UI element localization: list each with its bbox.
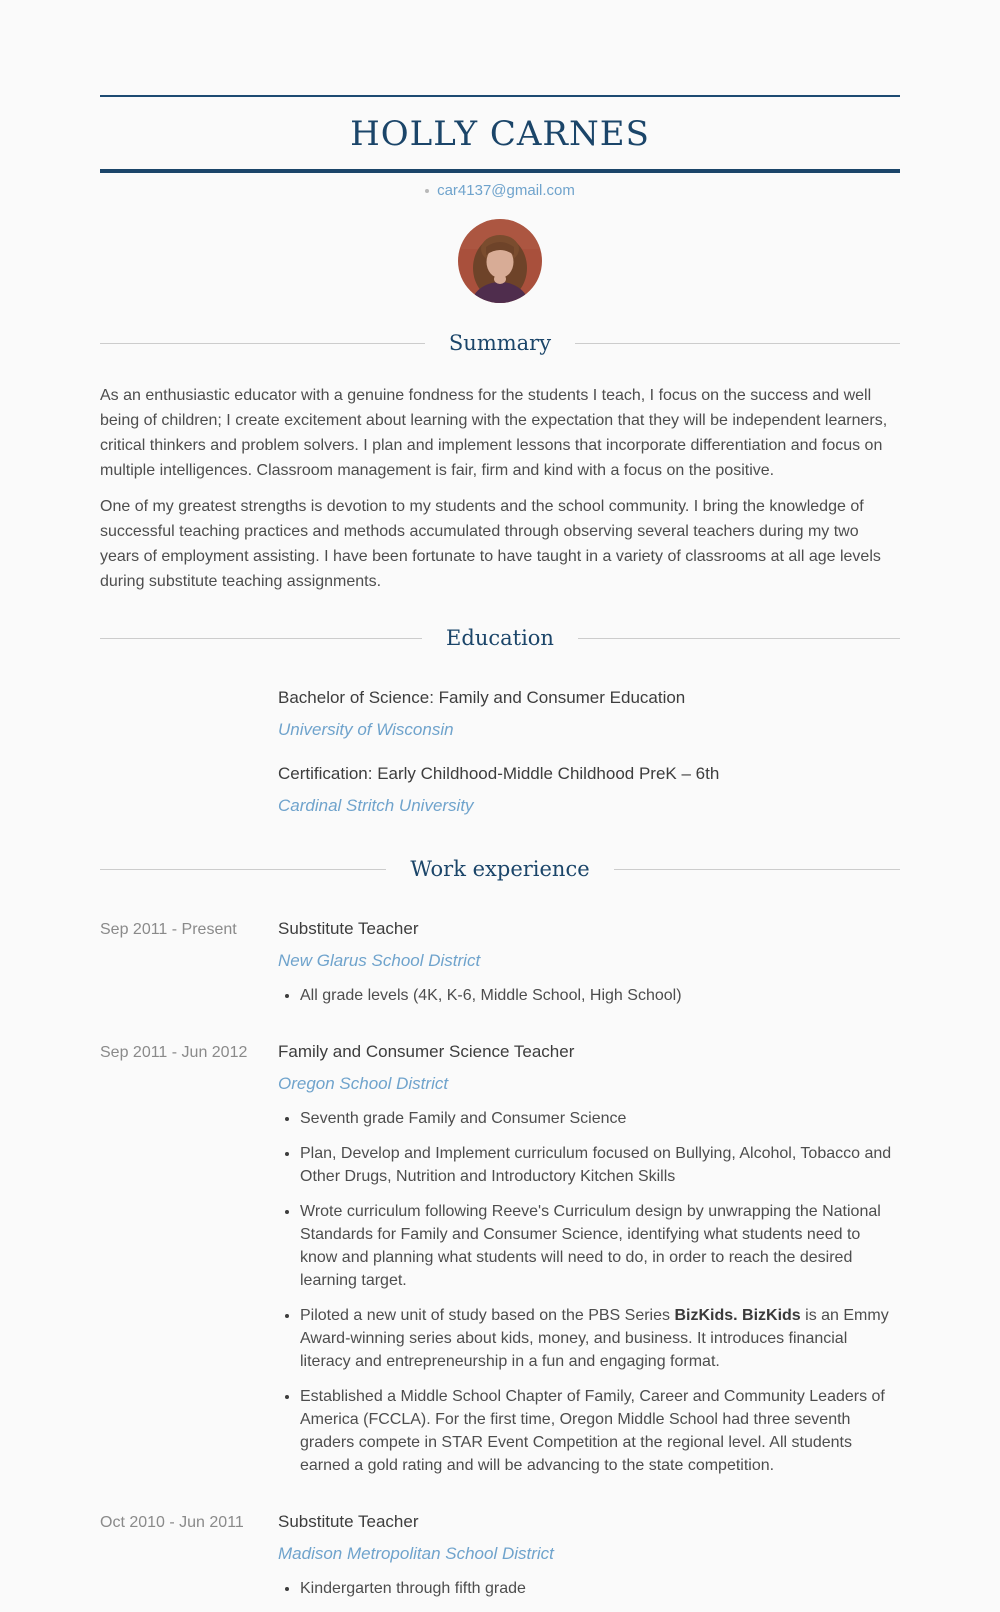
bullet-item: [300, 1142, 900, 1188]
header-rule-right: [575, 343, 900, 344]
education-entry: [278, 686, 900, 741]
bullet-list: [278, 1107, 900, 1477]
degree-title: Certification: Early Childhood-Middle Childhood PreK – 6th: [278, 764, 720, 783]
bold-text: BizKids. BizKids: [674, 1307, 801, 1324]
header-rule-right: [614, 869, 900, 870]
summary-paragraph: As an enthusiastic educator with a genuine fondness for the students I teach, I focus on the success and well being of children; I create excitement about learning with the expectation that they will be independent learners, critical thinkers and problem solvers. I plan and implement lessons that incorporate differentiation and focus on multiple intelligences. Classroom management is fair, firm and kind with a focus on the positive.: [100, 387, 888, 479]
work-section-header: [100, 855, 900, 883]
work-entry: [100, 917, 900, 1019]
job-title: Substitute Teacher: [278, 919, 419, 938]
bullet-item: [300, 984, 900, 1007]
work-title: Work experience: [410, 857, 590, 881]
profile-photo: [458, 219, 542, 303]
summary-section-header: [100, 329, 900, 357]
education-section-header: [100, 624, 900, 652]
bullet-text: Established a Middle School Chapter of Family, Career and Community Leaders of America (FCCLA). For the first time, Oregon Middle School had three seventh graders compete in STAR Event Competition at the regional level. All students earned a gold rating and will be advancing to the state competition.: [300, 1388, 885, 1474]
education-entry: [278, 762, 900, 817]
profile-photo-wrap: [100, 219, 900, 303]
company-name: New Glarus School District: [278, 951, 481, 970]
date-range: Sep 2011 - Present: [100, 921, 237, 938]
bullet-item: [300, 1577, 900, 1600]
education-title: Education: [446, 626, 554, 650]
bullet-dot-icon: [425, 189, 429, 193]
header-rule-left: [100, 638, 422, 639]
resume-page: [100, 95, 900, 1612]
bullet-item: [300, 1200, 900, 1292]
work-entry: [100, 1510, 900, 1612]
job-title: Substitute Teacher: [278, 1512, 419, 1531]
page-title: HOLLY CARNES: [350, 114, 650, 154]
work-entry-body: [278, 1040, 900, 1489]
bullet-item: [300, 1304, 900, 1373]
bullet-list: [278, 984, 900, 1007]
bullet-text: Kindergarten through fifth grade: [300, 1580, 526, 1597]
degree-title: Bachelor of Science: Family and Consumer Education: [278, 688, 686, 707]
summary-title: Summary: [448, 331, 552, 355]
company-name: Oregon School District: [278, 1074, 449, 1093]
education-entries: [278, 686, 900, 817]
bullet-text: Piloted a new unit of study based on the PBS Series: [300, 1307, 675, 1324]
bullet-text: Plan, Develop and Implement curriculum focused on Bullying, Alcohol, Tobacco and Other Drugs, Nutrition and Introductory Kitchen Skills: [300, 1145, 892, 1185]
header-rule-left: [100, 869, 386, 870]
work-entry-body: [278, 1510, 900, 1612]
bullet-text: Wrote curriculum following Reeve's Curriculum design by unwrapping the National Standards for Family and Consumer Science, identifying what students need to know and planning what students will need to do, in order to reach the desired learning target.: [300, 1203, 881, 1289]
bullet-text: All grade levels (4K, K-6, Middle School, High School): [300, 987, 682, 1004]
summary-paragraph: One of my greatest strengths is devotion to my students and the school community. I bring the knowledge of successful teaching practices and methods accumulated through observing several teachers during my two years of employment assisting. I have been fortunate to have taught in a variety of classrooms at all age levels during substitute teaching assignments.: [100, 498, 881, 590]
date-range: Sep 2011 - Jun 2012: [100, 1044, 248, 1061]
contact-row: [100, 182, 900, 199]
bullet-item: [300, 1385, 900, 1477]
bullet-item: [300, 1107, 900, 1130]
header-bottom-rule: [100, 169, 900, 173]
header-rule-right: [578, 638, 900, 639]
job-title: Family and Consumer Science Teacher: [278, 1042, 575, 1061]
summary-paragraphs: [100, 383, 900, 594]
bullet-text: is an Emmy Award-winning series about kids, money, and business. It introduces financial literacy and entrepreneurship in a fun and engaging format.: [300, 1307, 889, 1370]
header-top-rule: [100, 95, 900, 97]
work-entry-body: [278, 917, 900, 1019]
work-entries: [100, 917, 900, 1612]
institution-name: University of Wisconsin: [278, 720, 454, 739]
institution-name: Cardinal Stritch University: [278, 796, 474, 815]
date-range: Oct 2010 - Jun 2011: [100, 1514, 244, 1531]
header-rule-left: [100, 343, 425, 344]
work-entry: [100, 1040, 900, 1489]
company-name: Madison Metropolitan School District: [278, 1544, 554, 1563]
email-link[interactable]: car4137@gmail.com: [437, 182, 575, 199]
bullet-text: Seventh grade Family and Consumer Science: [300, 1110, 627, 1127]
bullet-list: [278, 1577, 900, 1600]
